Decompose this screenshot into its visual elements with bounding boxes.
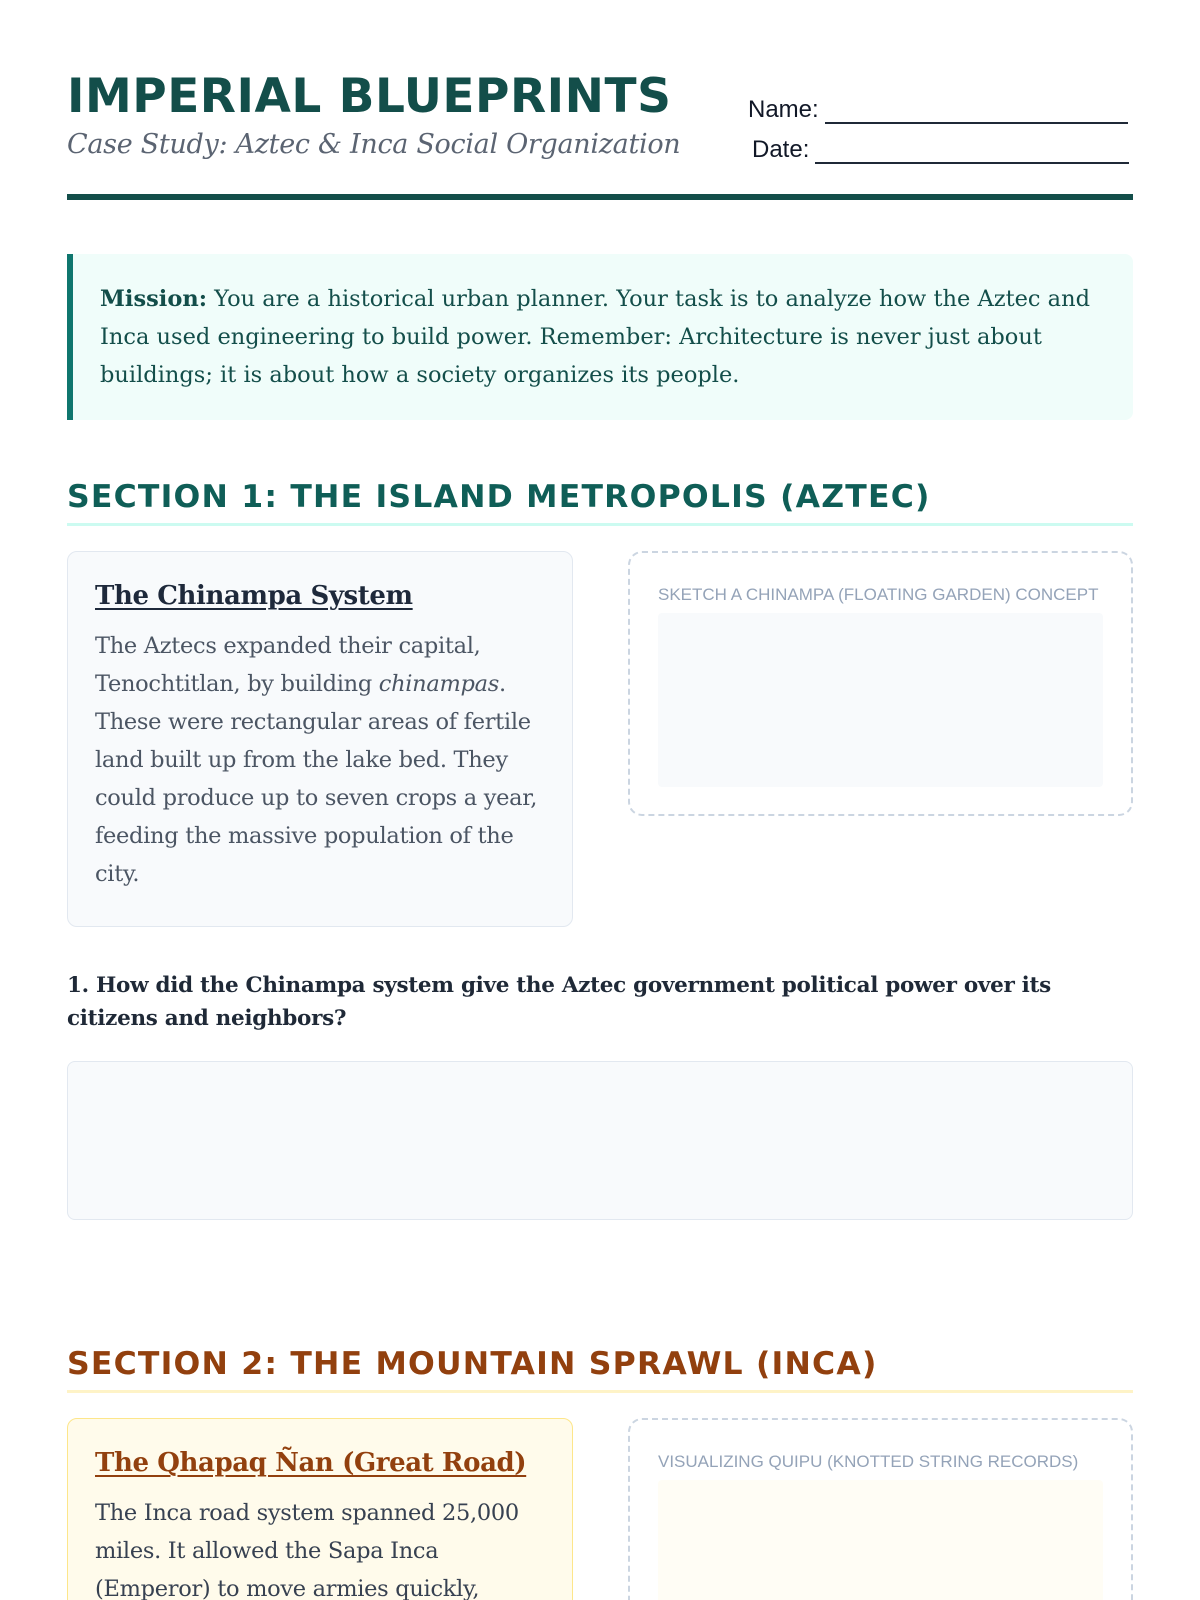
question-1: 1. How did the Chinampa system give the Aztec government political power over its citizens and neighbors? [67, 973, 1051, 1031]
page-title: IMPERIAL BLUEPRINTS [67, 69, 672, 124]
name-field[interactable] [748, 96, 1128, 124]
section-2-title: SECTION 2: THE MOUNTAIN SPRAWL (INCA) [67, 1346, 878, 1382]
date-input-line[interactable] [815, 142, 1129, 164]
mission-callout [67, 254, 1133, 420]
qhapaq-nan-card-title: The Qhapaq Ñan (Great Road) [95, 1448, 527, 1478]
section-1-heading [67, 477, 1133, 526]
header-divider [67, 194, 1133, 200]
quipu-sketch-label: VISUALIZING QUIPU (KNOTTED STRING RECORDS) [658, 1452, 1079, 1471]
chinampa-card-title: The Chinampa System [95, 581, 413, 611]
chinampa-sketch-area[interactable] [658, 613, 1103, 787]
quipu-sketch-box[interactable] [628, 1418, 1133, 1600]
mission-text: You are a historical urban planner. Your task is to analyze how the Aztec and Inca used engineering to build power. Remember: Architecture is never just about buildings; it is about how a society organizes its people. [100, 286, 1090, 388]
quipu-sketch-area[interactable] [658, 1480, 1103, 1600]
chinampa-text-part-2: . These were rectangular areas of fertile land built up from the lake bed. They could produce up to seven crops a year, feeding the massive population of the city. [95, 671, 538, 887]
qhapaq-nan-card-text: The Inca road system spanned 25,000 miles. It allowed the Sapa Inca (Emperor) to move armies quickly, [95, 1500, 519, 1600]
worksheet-header [67, 66, 1133, 200]
chinampa-card-text [95, 627, 545, 893]
date-field[interactable] [752, 136, 1129, 164]
chinampa-term: chinampas [378, 671, 499, 697]
question-1-answer-box[interactable] [67, 1061, 1133, 1220]
chinampa-text-part-1: The Aztecs expanded their capital, Tenochtitlan, by building [95, 633, 481, 697]
mission-label: Mission: [100, 286, 208, 312]
qhapaq-nan-info-card [67, 1418, 573, 1600]
date-label: Date: [752, 136, 810, 163]
name-input-line[interactable] [825, 102, 1128, 124]
page-subtitle: Case Study: Aztec & Inca Social Organization [67, 129, 681, 160]
chinampa-sketch-label: SKETCH A CHINAMPA (FLOATING GARDEN) CONCEPT [658, 585, 1099, 604]
chinampa-sketch-box[interactable] [628, 551, 1133, 816]
section-2-heading [67, 1344, 1133, 1393]
worksheet-page [67, 0, 1133, 1600]
section-2-divider [67, 1390, 1133, 1393]
name-label: Name: [748, 96, 819, 123]
chinampa-info-card [67, 551, 573, 927]
section-1-divider [67, 523, 1133, 526]
section-1-title: SECTION 1: THE ISLAND METROPOLIS (AZTEC) [67, 479, 931, 515]
